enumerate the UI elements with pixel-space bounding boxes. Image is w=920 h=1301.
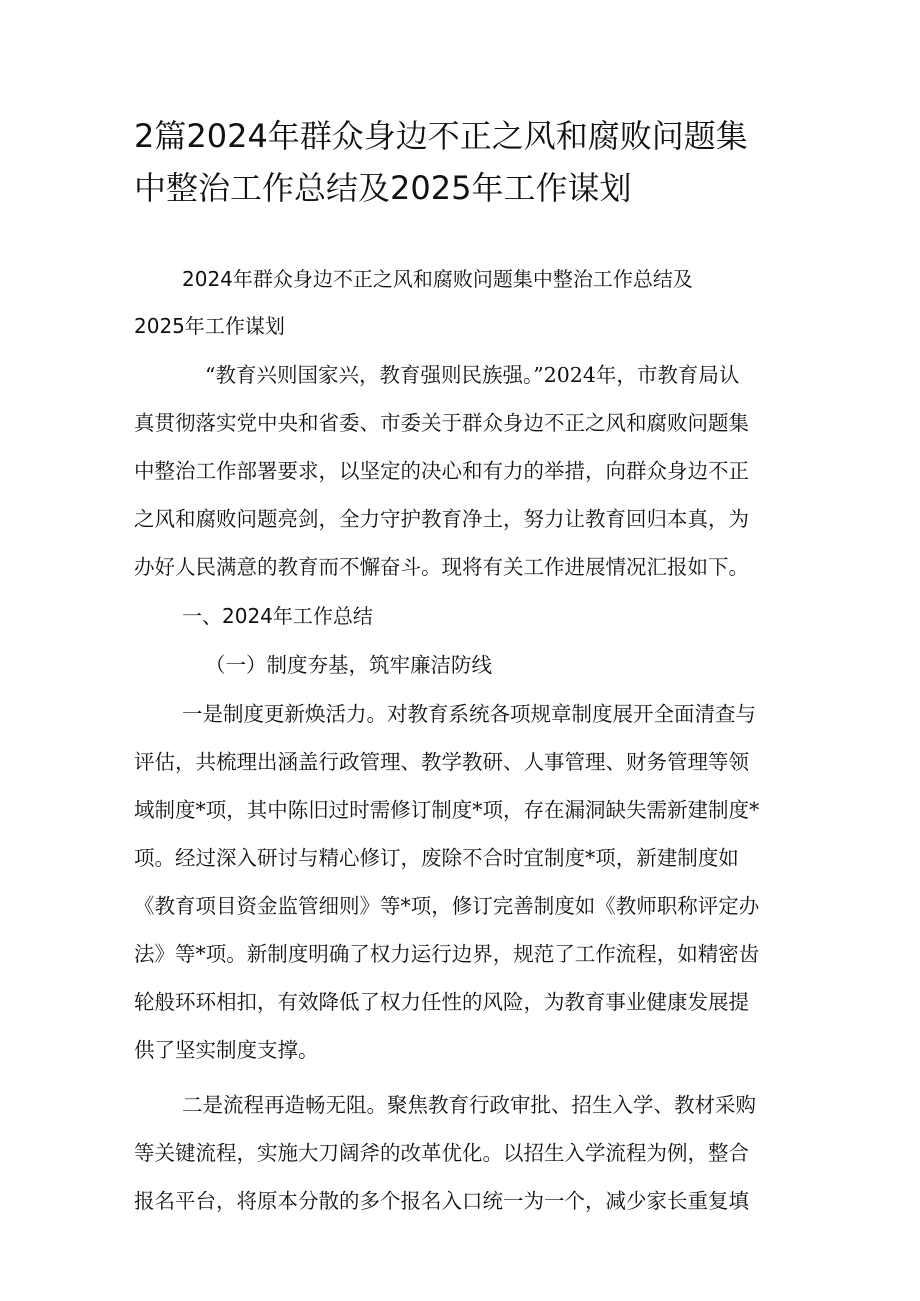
title-line: 中整治工作总结及2025年工作谋划 xyxy=(134,169,632,207)
paragraph-line: 法》等*项。新制度明确了权力运行边界，规范了工作流程，如精密齿 xyxy=(134,942,760,966)
paragraph-line: 轮般环环相扣，有效降低了权力任性的风险，为教育事业健康发展提 xyxy=(134,990,749,1014)
section-heading: 一、2024年工作总结 xyxy=(182,604,373,628)
paragraph-line: 域制度*项，其中陈旧过时需修订制度*项，存在漏洞缺失需新建制度* xyxy=(134,798,760,822)
subsection-heading: （一）制度夯基，筑牢廉洁防线 xyxy=(205,653,492,677)
intro-line: “教育兴则国家兴，教育强则民族强。”2024年，市教育局认 xyxy=(205,363,740,387)
paragraph-line: 供了坚实制度支撑。 xyxy=(134,1038,319,1062)
paragraph-line: 《教育项目资金监管细则》等*项，修订完善制度如《教师职称评定办 xyxy=(134,894,760,918)
intro-line: 真贯彻落实党中央和省委、市委关于群众身边不正之风和腐败问题集 xyxy=(134,411,749,435)
subtitle-line: 2024年群众身边不正之风和腐败问题集中整治工作总结及 xyxy=(182,267,693,291)
paragraph-line: 二是流程再造畅无阻。聚焦教育行政审批、招生入学、教材采购 xyxy=(182,1093,756,1117)
intro-line: 之风和腐败问题亮剑，全力守护教育净土，努力让教育回归本真，为 xyxy=(134,507,749,531)
paragraph-line: 项。经过深入研讨与精心修订，废除不合时宜制度*项，新建制度如 xyxy=(134,846,739,870)
intro-line: 办好人民满意的教育而不懈奋斗。现将有关工作进展情况汇报如下。 xyxy=(134,555,749,579)
paragraph-line: 等关键流程，实施大刀阔斧的改革优化。以招生入学流程为例，整合 xyxy=(134,1141,749,1165)
intro-line: 中整治工作部署要求，以坚定的决心和有力的举措，向群众身边不正 xyxy=(134,459,749,483)
paragraph-line: 报名平台，将原本分散的多个报名入口统一为一个，减少家长重复填 xyxy=(134,1189,749,1213)
paragraph-line: 评估，共梳理出涵盖行政管理、教学教研、人事管理、财务管理等领 xyxy=(134,750,749,774)
paragraph-line: 一是制度更新焕活力。对教育系统各项规章制度展开全面清查与 xyxy=(182,702,756,726)
title-line: 2篇2024年群众身边不正之风和腐败问题集 xyxy=(134,117,748,155)
document-title xyxy=(134,110,784,214)
subtitle-line: 2025年工作谋划 xyxy=(134,314,285,338)
